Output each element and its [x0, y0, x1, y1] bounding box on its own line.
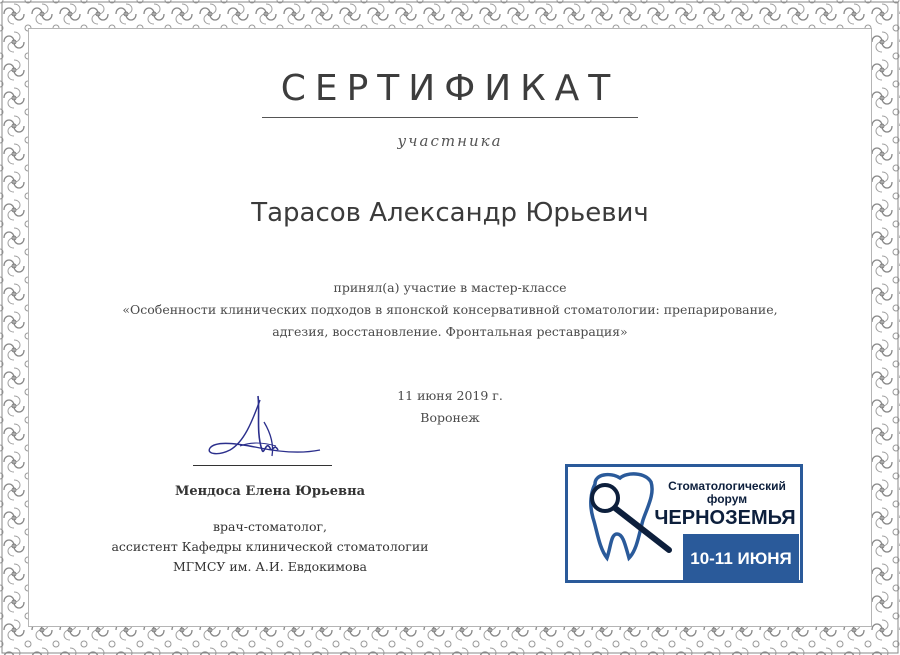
logo-line3: ЧЕРНОЗЕМЬЯ	[654, 507, 796, 529]
certificate-title: СЕРТИФИКАТ	[280, 68, 620, 109]
date-location	[0, 385, 900, 429]
event-date: 11 июня 2019 г.	[397, 388, 503, 403]
forum-logo	[565, 464, 803, 583]
signer-position-line2: ассистент Кафедры клинической стоматологии	[111, 539, 429, 554]
recipient-name: Тарасов Александр Юрьевич	[251, 198, 649, 228]
event-city: Воронеж	[420, 410, 480, 425]
course-title-line2: адгезия, восстановление. Фронтальная реставрация»	[272, 324, 628, 339]
signature-icon	[200, 392, 330, 464]
signer-position	[70, 517, 470, 577]
logo-line1: Стоматологический	[668, 479, 786, 493]
signer-position-line1: врач-стоматолог,	[212, 519, 328, 534]
logo-dates: 10-11 ИЮНЯ	[690, 549, 792, 568]
signer-name: Мендоса Елена Юрьевна	[174, 484, 366, 499]
certificate-subtitle: участника	[397, 132, 503, 150]
participation-line: принял(а) участие в мастер-классе	[333, 280, 567, 295]
logo-line2: форум	[706, 492, 748, 506]
signature-line	[193, 465, 332, 466]
title-underline	[262, 117, 638, 118]
participation-text	[0, 277, 900, 343]
signer-position-line3: МГМСУ им. А.И. Евдокимова	[172, 559, 367, 574]
course-title-line1: «Особенности клинических подходов в японской консервативной стоматологии: препарирование,	[122, 302, 778, 317]
